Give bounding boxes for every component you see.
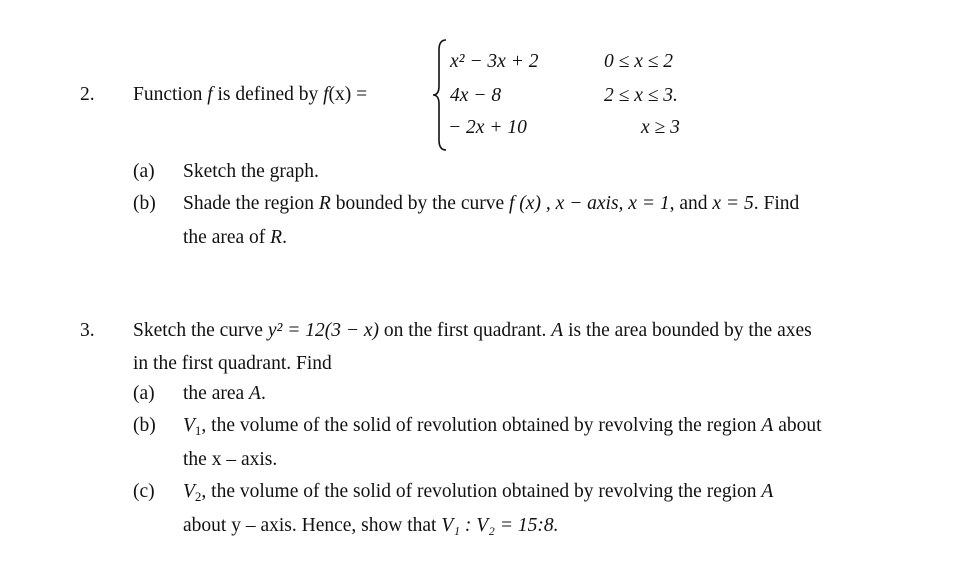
q2-a-label: (a)	[133, 161, 155, 182]
q2-fx: f	[323, 84, 329, 105]
q2-defined-by: is defined by	[217, 84, 319, 105]
q3-c-label: (c)	[133, 481, 155, 502]
q2-b-label: (b)	[133, 193, 156, 214]
q2-b-x5: x = 5	[712, 193, 754, 214]
q3-t2: on the first quadrant.	[383, 320, 547, 341]
q3-a-text	[183, 384, 266, 404]
case-3-cond: x ≥ 3	[641, 117, 680, 138]
case-1-cond: 0 ≤ x ≤ 2	[604, 51, 674, 72]
q3-c-A: A	[761, 481, 774, 502]
q2-fx-paren: (x) =	[328, 84, 368, 105]
q3-a-A: A	[249, 383, 261, 404]
q2-b-text-3: , and	[669, 193, 708, 214]
q2-intro	[133, 85, 367, 105]
q3-curve: y² = 12(3 − x)	[267, 320, 380, 341]
q3-c-line1	[183, 482, 773, 503]
q3-c-V: V	[183, 481, 195, 502]
q3-A: A	[551, 320, 564, 341]
q3-t1: Sketch the curve	[133, 320, 263, 341]
q3-b-label: (b)	[133, 415, 156, 436]
q2-b-line2	[183, 228, 287, 248]
q2-b-line2-text: the area of	[183, 227, 266, 248]
q3-b-sub: 1	[194, 423, 202, 438]
q3-b-line2: the x – axis.	[183, 449, 278, 470]
q3-b-A: A	[761, 415, 774, 436]
q3-b-text: , the volume of the solid of revolution obtained by revolving the region	[201, 415, 757, 436]
q3-a-end: .	[260, 383, 266, 404]
q3-b-line1	[183, 416, 822, 437]
q3-c-line2	[183, 516, 558, 536]
q3-c-text: , the volume of the solid of revolution obtained by revolving the region	[201, 481, 757, 502]
q3-a-text-main: the area	[183, 383, 245, 404]
q3-b-about: about	[778, 415, 822, 436]
q3-c-sub: 2	[194, 489, 202, 504]
q3-c-line2-text: about y – axis. Hence, show that	[183, 515, 437, 536]
case-2-cond: 2 ≤ x ≤ 3.	[604, 85, 678, 106]
q3-number: 3.	[80, 320, 95, 341]
q2-number: 2.	[80, 84, 95, 105]
piecewise-brace	[430, 38, 450, 152]
q2-f: f	[207, 84, 213, 105]
q2-intro-text: Function	[133, 84, 203, 105]
q2-a-text: Sketch the graph.	[183, 161, 319, 182]
q2-b-text-1: Shade the region	[183, 193, 315, 214]
q3-line1	[133, 321, 812, 341]
q3-t3: is the area bounded by the axes	[568, 320, 812, 341]
q2-b-text-2: bounded by the curve	[335, 193, 505, 214]
q2-b-R: R	[318, 193, 331, 214]
case-3-expr: − 2x + 10	[448, 117, 527, 138]
case-1-expr: x² − 3x + 2	[450, 51, 539, 72]
q2-b-fx: f (x) , x − axis, x = 1	[509, 193, 670, 214]
q2-b-text-4: . Find	[753, 193, 800, 214]
q2-b-line2-R: R	[270, 227, 283, 248]
q3-c-ratio: V₁ : V₂ = 15:8.	[441, 515, 559, 536]
q3-line2: in the first quadrant. Find	[133, 353, 332, 374]
q2-b-line1	[183, 194, 799, 214]
q2-b-line2-end: .	[282, 227, 287, 248]
case-2-expr: 4x − 8	[450, 85, 502, 106]
q3-b-V: V	[183, 415, 195, 436]
q3-a-label: (a)	[133, 383, 155, 404]
